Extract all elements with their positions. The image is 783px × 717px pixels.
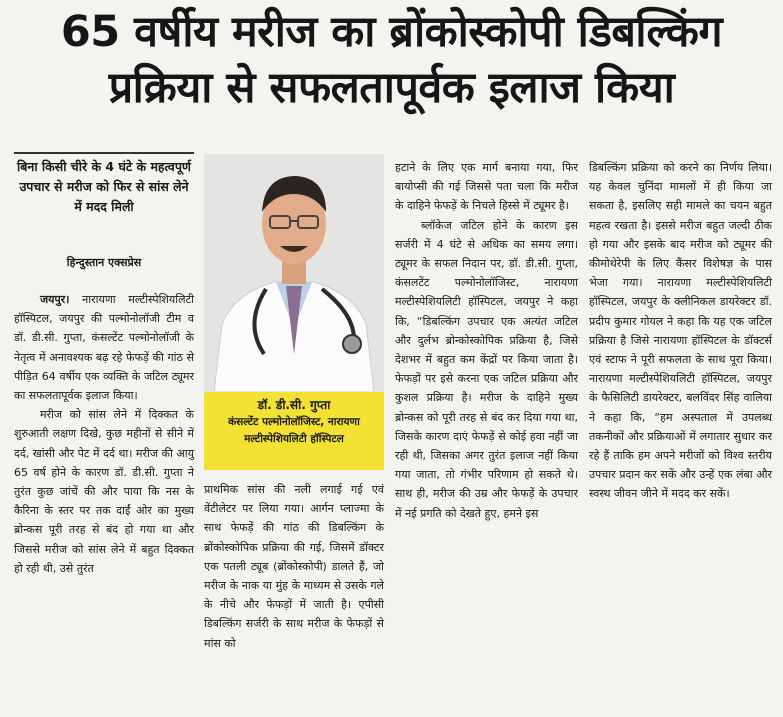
headline-line-2: प्रक्रिया से सफलतापूर्वक इलाज किया — [108, 63, 675, 113]
paragraph: डिबल्किंग प्रक्रिया को करने का निर्णय लिया। यह केवल चुनिंदा मामलों में ही किया जा सकता है, इसलिए सही मामले का चयन बहुत महत्व रखता है। इससे मरीज बहुत जल्दी ठीक हो गया और इसके बाद मरीज को ट्यूमर की कीमोथेरेपी के लिए कैंसर विशेषज्ञ के पास भेजा गया। नारायणा मल्टीस्पेशियलिटी हॉस्पिटल, जयपुर के क्लीनिकल डायरेक्टर डॉ. प्रदीप कुमार गोयल ने कहा कि यह एक जटिल प्रक्रिया है जिसे नारायणा हॉस्पिटल के डॉक्टर्स एवं स्टाफ ने पूरी सफलता के साथ पूरा किया। नारायणा मल्टीस्पेशियलिटी हॉस्पिटल, जयपुर के फैसिलिटी डायरेक्टर, बलविंदर सिंह वालिया ने कहा कि, “हम अस्पताल में उपलब्ध तकनीकों और प्रक्रियाओं में लगातार सुधार कर रहे हैं ताकि हम अपने मरीजों को विश्व स्तरीय उपचार प्रदान कर सकें और उन्हें एक लंबा और स्वस्थ जीवन जीने में मदद कर सकें। — [589, 161, 772, 501]
column-3 — [395, 158, 578, 523]
photo-caption — [204, 392, 384, 470]
caption-name: डॉ. डी.सी. गुप्ता — [257, 398, 331, 412]
doctor-portrait-icon — [204, 154, 384, 392]
column-4 — [589, 158, 772, 504]
paragraph: ब्लॉकेज जटिल होने के कारण इस सर्जरी में 4 घंटे से अधिक का समय लगा। ट्यूमर के सफल निदान पर, डॉ. डी.सी. गुप्ता, कंसलटेंट पल्मोनोलॉजिस्ट, नारायणा मल्टीस्पेशियलिटी हॉस्पिटल, जयपुर ने कहा कि, “डिबल्किंग उपचार एक अत्यंत जटिल और दुर्लभ ब्रोन्कोस्कोपिक प्रक्रिया है, जिसे देशभर में बहुत कम केंद्रों पर किया जाता है। फेफड़ों पर इसे करना एक जटिल प्रक्रिया और कुशल प्रक्रिया है। मरीज के दाहिने मुख्य ब्रोन्कस को पूरी तरह से बंद कर दिया गया था, जिसके कारण दाएं फेफड़ें से कोई हवा नहीं जा रही थी, जिसका अगर तुरंत इलाज नहीं किया गया जाता, तो गंभीर परिणाम हो सकते थे। साथ ही, मरीज की उम्र और फेफड़ें के उपचार में नई प्रगति को देखते हुए, हमने इस — [395, 218, 578, 520]
column-2 — [204, 480, 384, 653]
caption-title: कंसल्टेंट पल्मोनोलॉजिस्ट, नारायणा मल्टीस्पेशियलिटी हॉस्पिटल — [228, 416, 360, 445]
headline — [8, 4, 775, 116]
paragraph: जयपुर। नारायणा मल्टीस्पेशियलिटी हॉस्पिटल, जयपुर की पल्मोनोलॉजी टीम व डॉ. डी.सी. गुप्ता, कंसल्टेंट पल्मोनोलॉजी के नेतृत्व में अनावश्यक बढ़ रहे फेफड़ें की गांठ से पीड़ित 64 वर्षीय एक व्यक्ति के जटिल ट्यूमर का सफलतापूर्वक इलाज किया। — [14, 293, 194, 403]
paragraph: प्राथमिक सांस की नली लगाई गई एवं वेंटीलेटर पर लिया गया। आर्गन प्लाज्मा के साथ फेफड़ें की गांठ की डिबल्किंग के ब्रोंकोस्कोपिक प्रक्रिया की गई, जिसमें डॉक्टर एक पतली ट्यूब (ब्रोंकोस्कोपी) डालते हैं, जो मरीज के नाक या मुंह के माध्यम से उसके गले के नीचे और फेफड़ों में जाती है। एपीसी डिबल्किंग सर्जरी के साथ मरीज के फेफड़ों से मांस को — [204, 483, 384, 650]
headline-line-1: 65 वर्षीय मरीज का ब्रोंकोस्कोपी डिबल्किंग — [60, 7, 723, 57]
column-1 — [14, 290, 194, 578]
paragraph: मरीज को सांस लेने में दिक्कत के शुरुआती लक्षण दिखे, कुछ महीनों से सीने में दर्द, खांसी और पेट में दर्द था। मरीज की आयु 65 वर्ष होने के कारण डॉ. डी.सी. गुप्ता ने तुरंत कुछ जांचें की और पाया कि नस के कैरिना के स्तर पर तक दाईं ओर का मुख्य ब्रोन्कस पूरी तरह से बंद हो गया था और जिससे मरीज को सांस लेने में बहुत दिक्कत हो रही थी, उसे तुरंत — [14, 408, 194, 575]
paragraph: हटाने के लिए एक मार्ग बनाया गया, फिर बायोप्सी की गई जिससे पता चला कि मरीज के दाहिने फेफड़ें के निचले हिस्से में ट्यूमर है। — [395, 161, 578, 213]
dateline: जयपुर। — [40, 293, 70, 306]
subheadline: बिना किसी चीरे के 4 घंटे के महत्वपूर्ण उपचार से मरीज को फिर से सांस लेने में मदद मिली — [14, 152, 194, 217]
source-line: हिन्दुस्तान एक्सप्रेस — [66, 256, 142, 269]
